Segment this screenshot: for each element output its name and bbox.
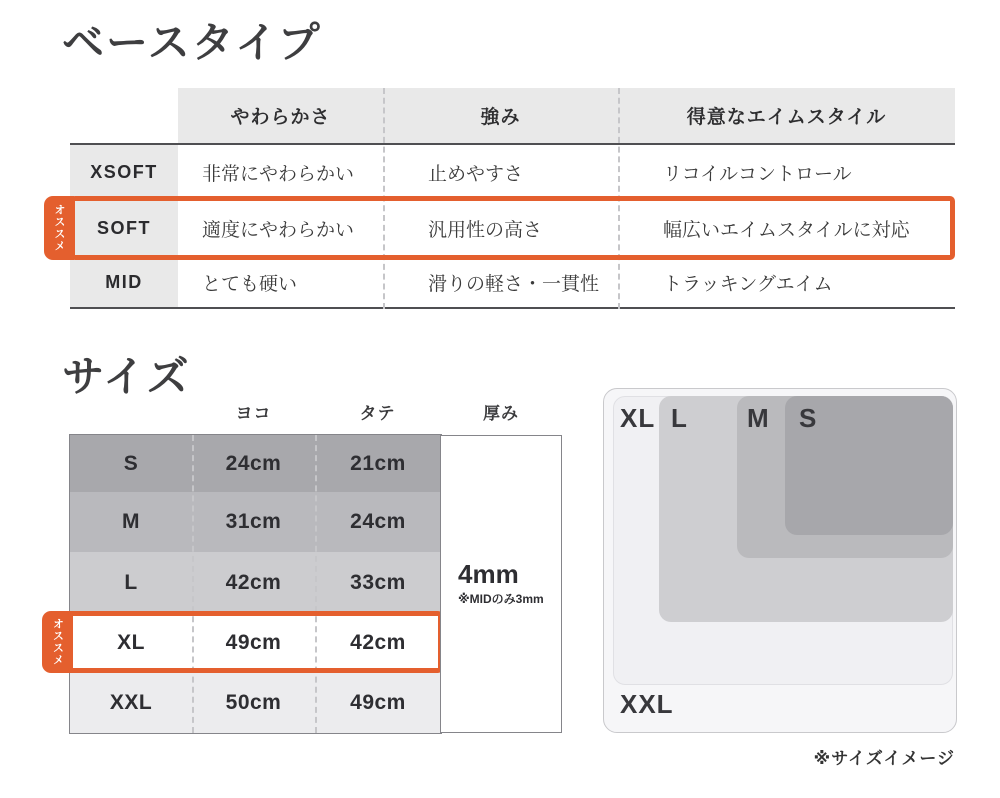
table-row bbox=[70, 552, 441, 613]
size-table bbox=[51, 435, 441, 733]
pad-label-l: L bbox=[671, 403, 688, 433]
mid-strength: 滑りの軽さ・一貫性 bbox=[428, 273, 600, 295]
pad-label-s: S bbox=[799, 403, 818, 433]
size-m-height: 24cm bbox=[350, 510, 406, 533]
soft-aim: 幅広いエイムスタイルに対応 bbox=[663, 219, 910, 241]
size-m-width: 31cm bbox=[225, 510, 282, 533]
pad-label-xl: XL bbox=[620, 403, 656, 433]
size-xl-height: 42cm bbox=[350, 630, 406, 654]
size-xxl-height: 49cm bbox=[350, 690, 406, 714]
xsoft-softness: 非常にやわらかい bbox=[202, 163, 355, 185]
size-xxl-width: 50cm bbox=[225, 690, 282, 714]
column-separator bbox=[315, 435, 317, 733]
size-s-height: 21cm bbox=[350, 451, 406, 475]
mid-aim: トラッキングエイム bbox=[663, 273, 833, 295]
recommend-tag: オススメ bbox=[44, 196, 74, 260]
mid-softness: とても硬い bbox=[202, 273, 298, 295]
recommend-tag: オススメ bbox=[42, 611, 73, 673]
size-title: サイズ bbox=[62, 353, 191, 400]
row-label-mid: MID bbox=[70, 257, 178, 307]
column-header-softness: やわらかさ bbox=[230, 107, 331, 128]
column-header-height: タテ bbox=[359, 403, 396, 423]
soft-strength: 汎用性の高さ bbox=[428, 219, 543, 241]
size-diagram bbox=[603, 388, 957, 733]
thickness-note: ※MIDのみ3mm bbox=[458, 592, 544, 606]
table-row bbox=[70, 492, 441, 552]
column-header-strength: 強み bbox=[480, 107, 521, 128]
column-header-width: ヨコ bbox=[235, 403, 272, 423]
column-header-aim-style: 得意なエイムスタイル bbox=[686, 107, 887, 128]
size-image-note: ※サイズイメージ bbox=[813, 749, 955, 768]
size-l-width: 42cm bbox=[225, 570, 282, 594]
column-header-thickness: 厚み bbox=[483, 403, 519, 423]
table-bottom-line bbox=[70, 307, 955, 309]
thickness-cell bbox=[440, 435, 562, 733]
pad-label-xxl: XXL bbox=[620, 689, 674, 719]
size-s-width: 24cm bbox=[225, 451, 282, 475]
size-l-height: 33cm bbox=[350, 570, 406, 594]
pad-label-m: M bbox=[747, 403, 770, 433]
xsoft-strength: 止めやすさ bbox=[428, 163, 524, 185]
base-type-title: ベースタイプ bbox=[62, 19, 322, 66]
soft-softness: 適度にやわらかい bbox=[202, 219, 355, 241]
column-separator bbox=[192, 435, 194, 733]
base-type-table bbox=[53, 88, 955, 309]
table-row bbox=[70, 145, 955, 199]
table-row bbox=[70, 257, 955, 307]
recommend-highlight-frame bbox=[70, 196, 955, 260]
size-label-l: L bbox=[124, 570, 138, 594]
size-label-xxl: XXL bbox=[109, 690, 153, 714]
size-label-s: S bbox=[123, 451, 139, 475]
size-label-xl: XL bbox=[117, 630, 145, 654]
size-label-m: M bbox=[122, 510, 140, 533]
size-xl-width: 49cm bbox=[225, 630, 282, 654]
xsoft-aim: リコイルコントロール bbox=[663, 163, 852, 185]
recommend-highlight-frame bbox=[68, 611, 443, 673]
table-row bbox=[70, 672, 441, 733]
table-row bbox=[70, 435, 441, 492]
row-label-xsoft: XSOFT bbox=[70, 145, 178, 199]
thickness-value: 4mm bbox=[458, 559, 519, 589]
row-label-soft: SOFT bbox=[70, 199, 178, 257]
